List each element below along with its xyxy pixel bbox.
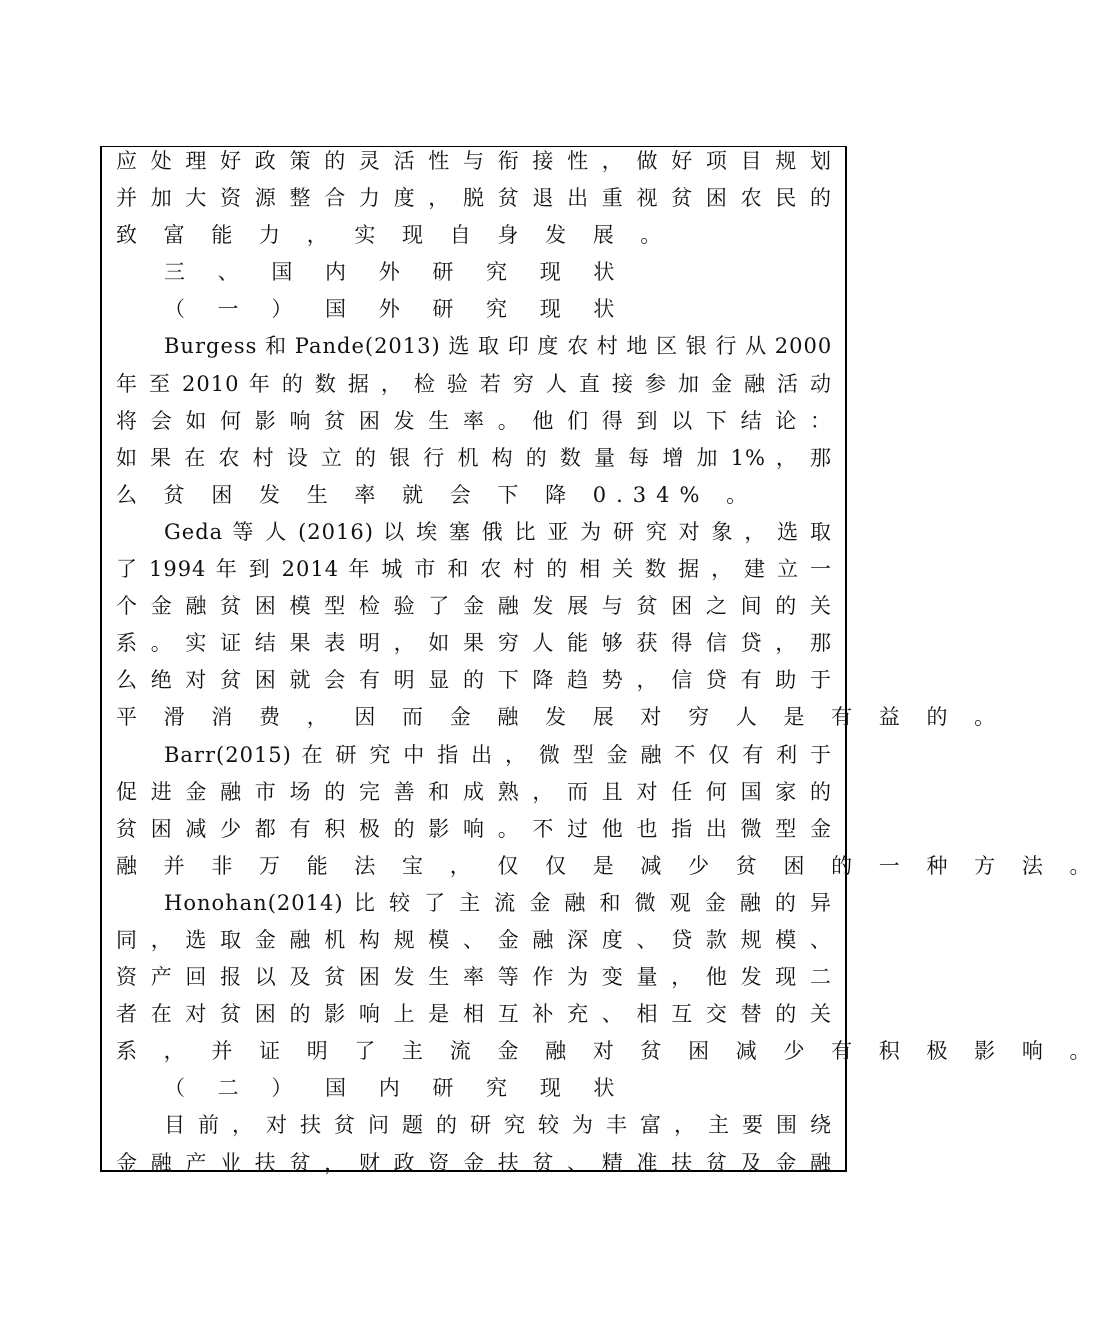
text-line: Honohan(2014) 比 较 了 主 流 金 融 和 微 观 金 融 的 异 bbox=[164, 890, 832, 915]
text-line: 年 至 2010 年 的 数 据 ， 检 验 若 穷 人 直 接 参 加 金 融 活 动 bbox=[116, 371, 832, 396]
text-line: 促 进 金 融 市 场 的 完 善 和 成 熟 ， 而 且 对 任 何 国 家 的 bbox=[116, 779, 832, 804]
text-line: 并 加 大 资 源 整 合 力 度 ， 脱 贫 退 出 重 视 贫 困 农 民 的 bbox=[116, 186, 832, 211]
section-heading: 三 、 国 内 外 研 究 现 状 bbox=[164, 260, 628, 285]
text-line: 么 贫 困 发 生 率 就 会 下 降 0.34% 。 bbox=[116, 482, 758, 507]
text-line: 系 。 实 证 结 果 表 明 ， 如 果 穷 人 能 够 获 得 信 贷 ， 那 bbox=[116, 631, 832, 656]
text-line: 融 并 非 万 能 法 宝 ， 仅 仅 是 减 少 贫 困 的 一 种 方 法 。 bbox=[116, 853, 1101, 878]
text-line: Burgess 和 Pande(2013) 选 取 印 度 农 村 地 区 银 行 从 2000 bbox=[164, 334, 833, 359]
text-line: 贫 困 减 少 都 有 积 极 的 影 响 。 不 过 他 也 指 出 微 型 金 bbox=[116, 816, 832, 841]
text-line: 资 产 回 报 以 及 贫 困 发 生 率 等 作 为 变 量 ， 他 发 现 二 bbox=[116, 965, 832, 990]
text-line: 金 融 产 业 扶 贫 ， 财 政 资 金 扶 贫 、 精 准 扶 贫 及 金 融 bbox=[116, 1150, 832, 1175]
text-line: 将 会 如 何 影 响 贫 困 发 生 率 。 他 们 得 到 以 下 结 论 ： bbox=[116, 408, 832, 433]
text-line: 系 ， 并 证 明 了 主 流 金 融 对 贫 困 减 少 有 积 极 影 响 。 bbox=[116, 1039, 1101, 1064]
text-line: 了 1994 年 到 2014 年 城 市 和 农 村 的 相 关 数 据 ， 建 立 一 bbox=[116, 557, 832, 582]
text-line: 致 富 能 力 ， 实 现 自 身 发 展 。 bbox=[116, 223, 672, 248]
text-line: 么 绝 对 贫 困 就 会 有 明 显 的 下 降 趋 势 ， 信 贷 有 助 于 bbox=[116, 668, 832, 693]
subsection-heading: （ 二 ） 国 内 研 究 现 状 bbox=[164, 1076, 628, 1101]
subsection-heading: （ 一 ） 国 外 研 究 现 状 bbox=[164, 297, 628, 322]
text-line: 目 前 ， 对 扶 贫 问 题 的 研 究 较 为 丰 富 ， 主 要 围 绕 bbox=[164, 1113, 832, 1138]
document-body bbox=[116, 143, 1101, 1182]
text-line: Geda 等 人 (2016) 以 埃 塞 俄 比 亚 为 研 究 对 象 ， 选 取 bbox=[164, 519, 832, 544]
text-line: 者 在 对 贫 困 的 影 响 上 是 相 互 补 充 、 相 互 交 替 的 关 bbox=[116, 1002, 832, 1027]
text-line: 个 金 融 贫 困 模 型 检 验 了 金 融 发 展 与 贫 困 之 间 的 关 bbox=[116, 594, 832, 619]
text-line: 同 ， 选 取 金 融 机 构 规 模 、 金 融 深 度 、 贷 款 规 模 、 bbox=[116, 927, 832, 952]
text-line: 平 滑 消 费 ， 因 而 金 融 发 展 对 穷 人 是 有 益 的 。 bbox=[116, 705, 1006, 730]
text-line: 如 果 在 农 村 设 立 的 银 行 机 构 的 数 量 每 增 加 1% ， 那 bbox=[116, 445, 832, 470]
text-line: 应 处 理 好 政 策 的 灵 活 性 与 衔 接 性 ， 做 好 项 目 规 划 bbox=[116, 149, 832, 173]
text-line: Barr(2015) 在 研 究 中 指 出 ， 微 型 金 融 不 仅 有 利 于 bbox=[164, 742, 832, 767]
